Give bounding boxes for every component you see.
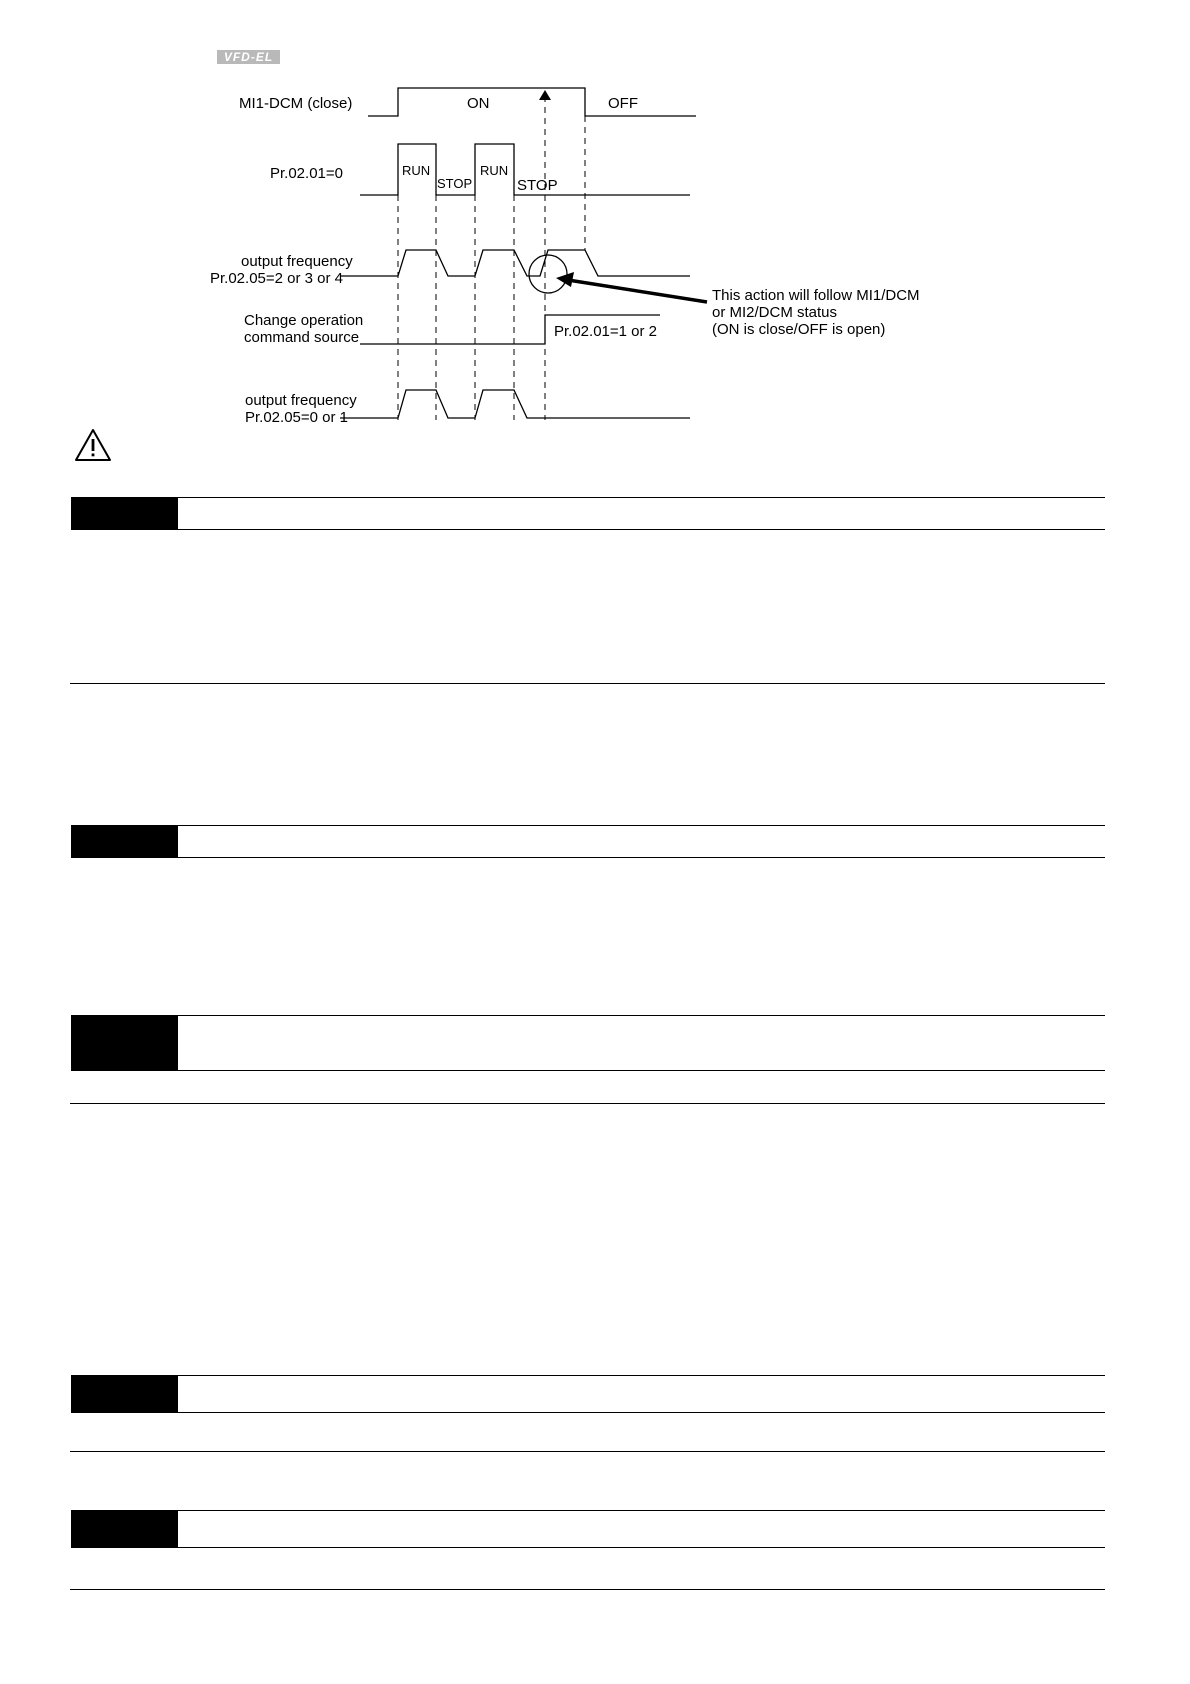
parameter-header-bar-4	[71, 1375, 1105, 1413]
output-frequency-234-label-line2: Pr.02.05=2 or 3 or 4	[210, 270, 344, 287]
parameter-tag-5	[71, 1511, 178, 1547]
parameter-header-bar-5	[71, 1510, 1105, 1548]
up-arrow-marker	[539, 90, 551, 100]
pr0201-label: Pr.02.01=0	[270, 165, 343, 182]
note-line-1: This action will follow MI1/DCM	[712, 287, 920, 304]
mi1-dcm-label: MI1-DCM (close)	[239, 95, 353, 112]
output-frequency-234-label-line1: output frequency	[241, 253, 353, 270]
mi1-dcm-waveform	[368, 88, 696, 116]
command-source-label-line2: command source	[244, 329, 360, 346]
section-divider-2	[70, 1103, 1105, 1104]
state-off-label: OFF	[608, 95, 638, 112]
section-divider-3	[70, 1451, 1105, 1452]
command-source-label-line1: Change operation	[244, 312, 364, 329]
warning-triangle-icon	[74, 428, 112, 462]
section-divider-1	[70, 683, 1105, 684]
output-frequency-01-label-line2: Pr.02.05=0 or 1	[245, 409, 348, 426]
note-line-2: or MI2/DCM status	[712, 304, 838, 321]
output-frequency-01-label-line1: output frequency	[245, 392, 357, 409]
parameter-tag-4	[71, 1376, 178, 1412]
parameter-tag-1	[71, 498, 178, 529]
parameter-header-bar-1	[71, 497, 1105, 530]
command-source-state-label: Pr.02.01=1 or 2	[554, 323, 657, 340]
parameter-header-bar-2	[71, 825, 1105, 858]
state-run-1-label: RUN	[402, 163, 431, 178]
output-frequency-234-waveform	[360, 250, 690, 276]
section-divider-4	[70, 1589, 1105, 1590]
state-run-2-label: RUN	[480, 163, 509, 178]
note-line-3: (ON is close/OFF is open)	[712, 321, 886, 338]
state-stop-2-label: STOP	[517, 177, 558, 194]
state-stop-1-label: STOP	[437, 176, 473, 191]
product-logo: VFD-EL	[217, 50, 280, 64]
state-on-label: ON	[467, 95, 490, 112]
highlight-circle	[529, 255, 567, 293]
output-frequency-01-waveform	[362, 390, 690, 418]
parameter-tag-2	[71, 826, 178, 857]
parameter-tag-3	[71, 1016, 178, 1070]
timing-diagram	[0, 0, 1190, 430]
parameter-header-bar-3	[71, 1015, 1105, 1071]
